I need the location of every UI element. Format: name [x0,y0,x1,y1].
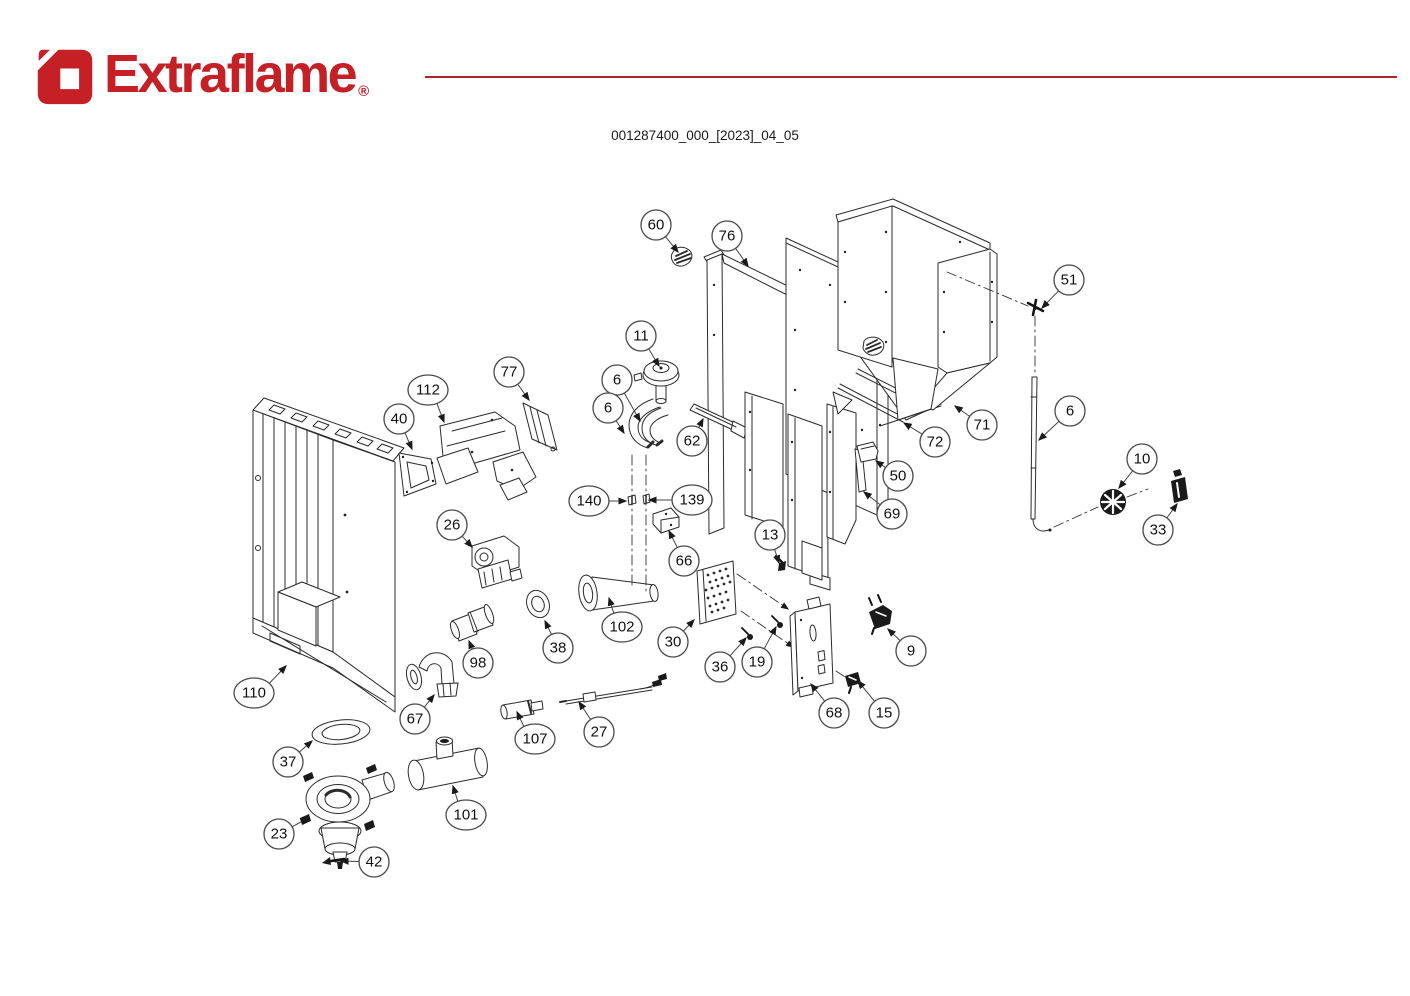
callout-number: 69 [883,505,901,523]
callout-number: 60 [647,216,665,234]
callout-number: 40 [390,410,408,428]
callout-leader-line [699,419,703,428]
callout-number: 71 [973,416,991,434]
callout-leader-line [341,861,359,862]
callout-leader-line [888,629,900,641]
callout-number: 62 [683,432,701,450]
callout-27 [579,702,614,747]
callout-leader-line [858,681,875,701]
callout-number: 110 [242,684,266,702]
callout-number: 67 [406,710,424,728]
callout-13 [755,520,785,563]
part-microswitch [869,595,892,634]
callout-72 [904,423,950,457]
callout-68 [811,684,849,728]
callout-number: 68 [825,704,843,722]
document-title: 001287400_000_[2023]_04_05 [611,128,799,143]
callout-number: 72 [926,433,944,451]
callout-number: 112 [416,381,440,399]
callout-number: 139 [679,491,705,509]
callout-6 [593,393,624,433]
callout-19 [742,627,776,677]
callout-leader-line [405,433,412,449]
callout-leader-line [955,406,970,416]
callout-leader-line [683,620,694,631]
part-burnpot-tube [577,574,660,612]
callout-107 [515,712,555,754]
part-smoke-outlet-tube [406,737,489,791]
part-screw-36 [742,628,753,640]
callout-number: 98 [469,654,487,672]
part-gasket-ring [523,587,554,621]
callout-36 [705,638,746,682]
part-auger-bracket-assembly [437,412,536,500]
part-insulation-plate [697,561,793,647]
callout-number: 42 [365,853,383,871]
callout-11 [626,321,659,366]
part-deflector-plate [523,403,557,451]
callout-71 [955,406,997,440]
callout-number: 9 [906,642,916,660]
callout-leader-line [545,621,551,634]
callout-number: 107 [522,730,548,748]
callout-number: 23 [270,825,288,843]
callout-number: 51 [1060,271,1078,289]
callout-leader-line [453,786,458,801]
callout-leader-line [269,666,286,683]
part-safety-valve-cap [634,361,679,404]
part-heat-exchanger-body [253,398,404,712]
callout-67 [400,695,434,734]
callout-leader-line [1039,421,1059,440]
callout-leader-line [616,421,624,433]
callout-number: 27 [590,723,608,741]
callout-leader-line [462,536,472,547]
brand-name: Extraflame ® [104,44,367,104]
callout-6 [1039,396,1085,440]
part-flange-gasket-ring [311,717,371,747]
callout-139 [649,485,712,515]
callout-number: 66 [675,552,693,570]
callout-26 [437,510,472,547]
callout-140 [569,486,626,516]
callout-leader-line [764,627,776,649]
callout-101 [446,786,486,830]
callout-leader-line [665,237,678,252]
callout-number: 140 [576,492,602,510]
callout-110 [234,666,286,708]
callout-number: 6 [612,371,622,389]
callout-leader-line [904,423,922,434]
callout-number: 101 [453,806,479,824]
callout-leader-line [437,403,444,422]
callout-number: 6 [1065,402,1075,420]
part-fittings-139-140 [628,455,650,592]
callout-9 [888,629,926,666]
callout-number: 10 [1133,450,1151,468]
part-vent-grille [671,247,692,266]
callout-leader-line [579,702,591,720]
callout-62 [677,419,707,456]
callout-number: 38 [549,639,567,657]
callout-leader-line [469,641,472,649]
callout-number: 13 [761,526,779,544]
part-cable-connector [836,671,861,693]
callout-number: 11 [633,327,649,345]
part-mounting-bracket [790,597,833,697]
part-screw-19 [772,616,783,628]
callout-number: 33 [1149,521,1167,539]
callout-number: 76 [718,227,736,245]
callout-leader-line [424,695,434,707]
callout-leader-line [299,741,312,752]
part-bushing-fitting [449,603,496,641]
callout-33 [1143,504,1177,545]
callout-number: 77 [500,363,518,381]
part-curved-tubes [629,399,668,448]
callout-number: 6 [603,399,613,417]
callout-number: 37 [279,753,297,771]
callout-number: 30 [664,633,682,651]
callout-number: 19 [748,653,766,671]
callout-77 [494,357,529,400]
callout-number: 36 [711,658,729,676]
part-angle-bracket [653,508,679,533]
callout-leader-line [730,638,746,656]
callout-38 [543,621,573,663]
part-gear-motor [472,536,522,588]
part-elbow-pipe [404,653,458,697]
callout-leader-line [1042,291,1059,308]
callout-number: 50 [889,467,907,485]
callout-51 [1042,265,1084,308]
callout-number: 102 [609,618,635,636]
callout-66 [669,531,699,576]
callout-leader-line [1119,471,1133,488]
callout-60 [641,210,678,252]
part-gasket-plate [399,453,436,496]
part-thermocouple [560,673,667,704]
callout-leader-line [518,384,529,400]
callout-number: 26 [443,516,461,534]
callout-leader-line [669,531,677,548]
registered-mark: ® [358,83,367,100]
callout-15 [858,681,899,728]
callout-leader-line [1167,504,1177,518]
callout-number: 15 [875,704,893,722]
part-igniter-cartridge [500,700,543,719]
callout-10 [1119,444,1157,488]
callout-37 [273,741,312,777]
callout-98 [463,641,493,678]
callout-30 [658,620,694,657]
